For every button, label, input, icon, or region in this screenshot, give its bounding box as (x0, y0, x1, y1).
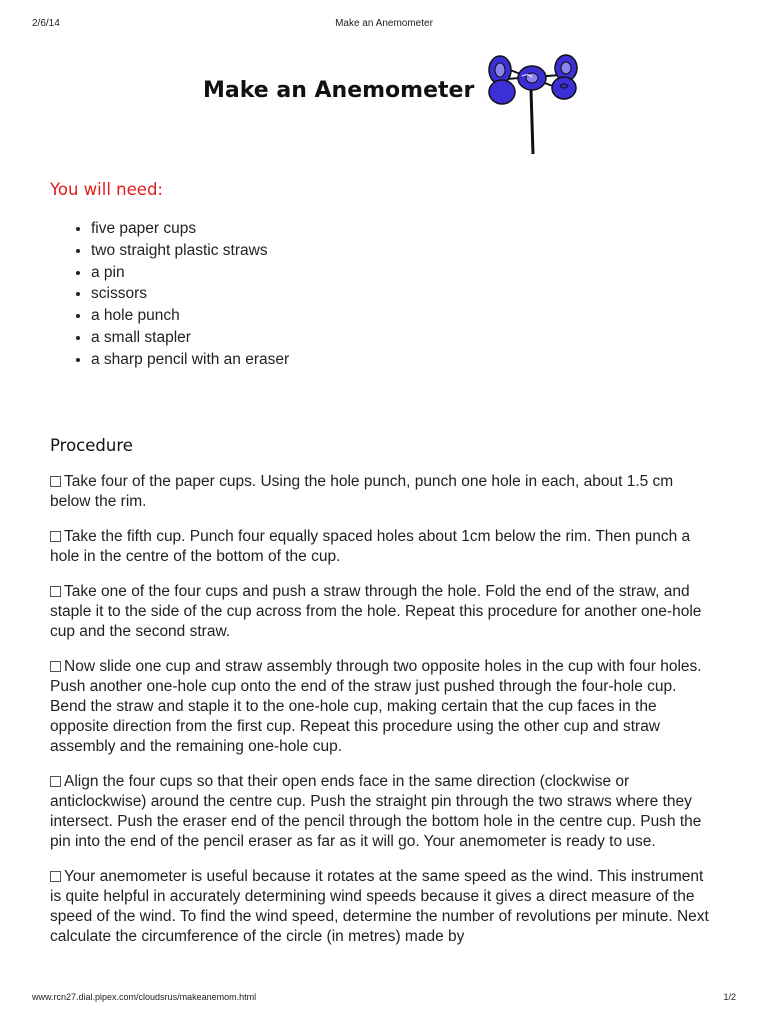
list-item: • a small stapler (91, 327, 289, 349)
procedure-step (50, 867, 716, 947)
step-text: Take the fifth cup. Punch four equally spaced holes about 1cm below the rim. Then punch a hole in the centre of the bottom of the cup. (50, 528, 691, 565)
procedure-steps (50, 472, 716, 962)
step-text: Your anemometer is useful because it rotates at the same speed as the wind. This instrument is quite helpful in accurately determining wind speeds because it gives a direct measure of the speed of the wind. To find the wind speed, determine the number of revolutions per minute. Next calculate the circumference of the circle (in metres) made by (50, 868, 709, 945)
source-url: www.rcn27.dial.pipex.com/cloudsrus/makeanemom.html (32, 992, 257, 1002)
print-page-title: Make an Anemometer (335, 18, 433, 29)
print-header (32, 18, 736, 34)
list-item: • scissors (91, 283, 289, 305)
needs-heading: You will need: (50, 180, 163, 199)
list-item: • two straight plastic straws (91, 240, 289, 262)
empty-checkbox-icon (50, 776, 61, 787)
list-item: • a sharp pencil with an eraser (91, 349, 289, 371)
print-footer (32, 992, 736, 1008)
procedure-heading: Procedure (50, 436, 133, 455)
procedure-step (50, 657, 716, 757)
document-title: Make an Anemometer (203, 78, 475, 103)
procedure-step (50, 472, 716, 512)
list-item: • a pin (91, 262, 289, 284)
empty-checkbox-icon (50, 586, 61, 597)
step-text: Now slide one cup and straw assembly through two opposite holes in the cup with four holes. Push another one-hole cup onto the end of the straw just pushed through the four-hole cup. Bend the straw and staple it to the one-hole cup, making certain that the cup faces in the opposite direction from the first cup. Repeat this procedure using the other cup and straw assembly and the remaining one-hole cup. (50, 658, 702, 755)
empty-checkbox-icon (50, 661, 61, 672)
print-date: 2/6/14 (32, 18, 60, 29)
materials-list (74, 218, 289, 371)
empty-checkbox-icon (50, 871, 61, 882)
step-text: Take four of the paper cups. Using the hole punch, punch one hole in each, about 1.5 cm below the rim. (50, 473, 674, 510)
list-item: • five paper cups (91, 218, 289, 240)
list-item: • a hole punch (91, 305, 289, 327)
empty-checkbox-icon (50, 476, 61, 487)
anemometer-illustration-icon (478, 50, 590, 156)
page-number: 1/2 (723, 992, 736, 1002)
procedure-step (50, 527, 716, 567)
procedure-step (50, 582, 716, 642)
empty-checkbox-icon (50, 531, 61, 542)
step-text: Take one of the four cups and push a straw through the hole. Fold the end of the straw, and staple it to the side of the cup across from the hole. Repeat this procedure for another one-hole cup and the second straw. (50, 583, 702, 640)
step-text: Align the four cups so that their open ends face in the same direction (clockwise or anticlockwise) around the centre cup. Push the straight pin through the two straws where they intersect. Push the eraser end of the pencil through the bottom hole in the centre cup. Push the pin into the end of the pencil eraser as far as it will go. Your anemometer is ready to use. (50, 773, 702, 850)
procedure-step (50, 772, 716, 852)
